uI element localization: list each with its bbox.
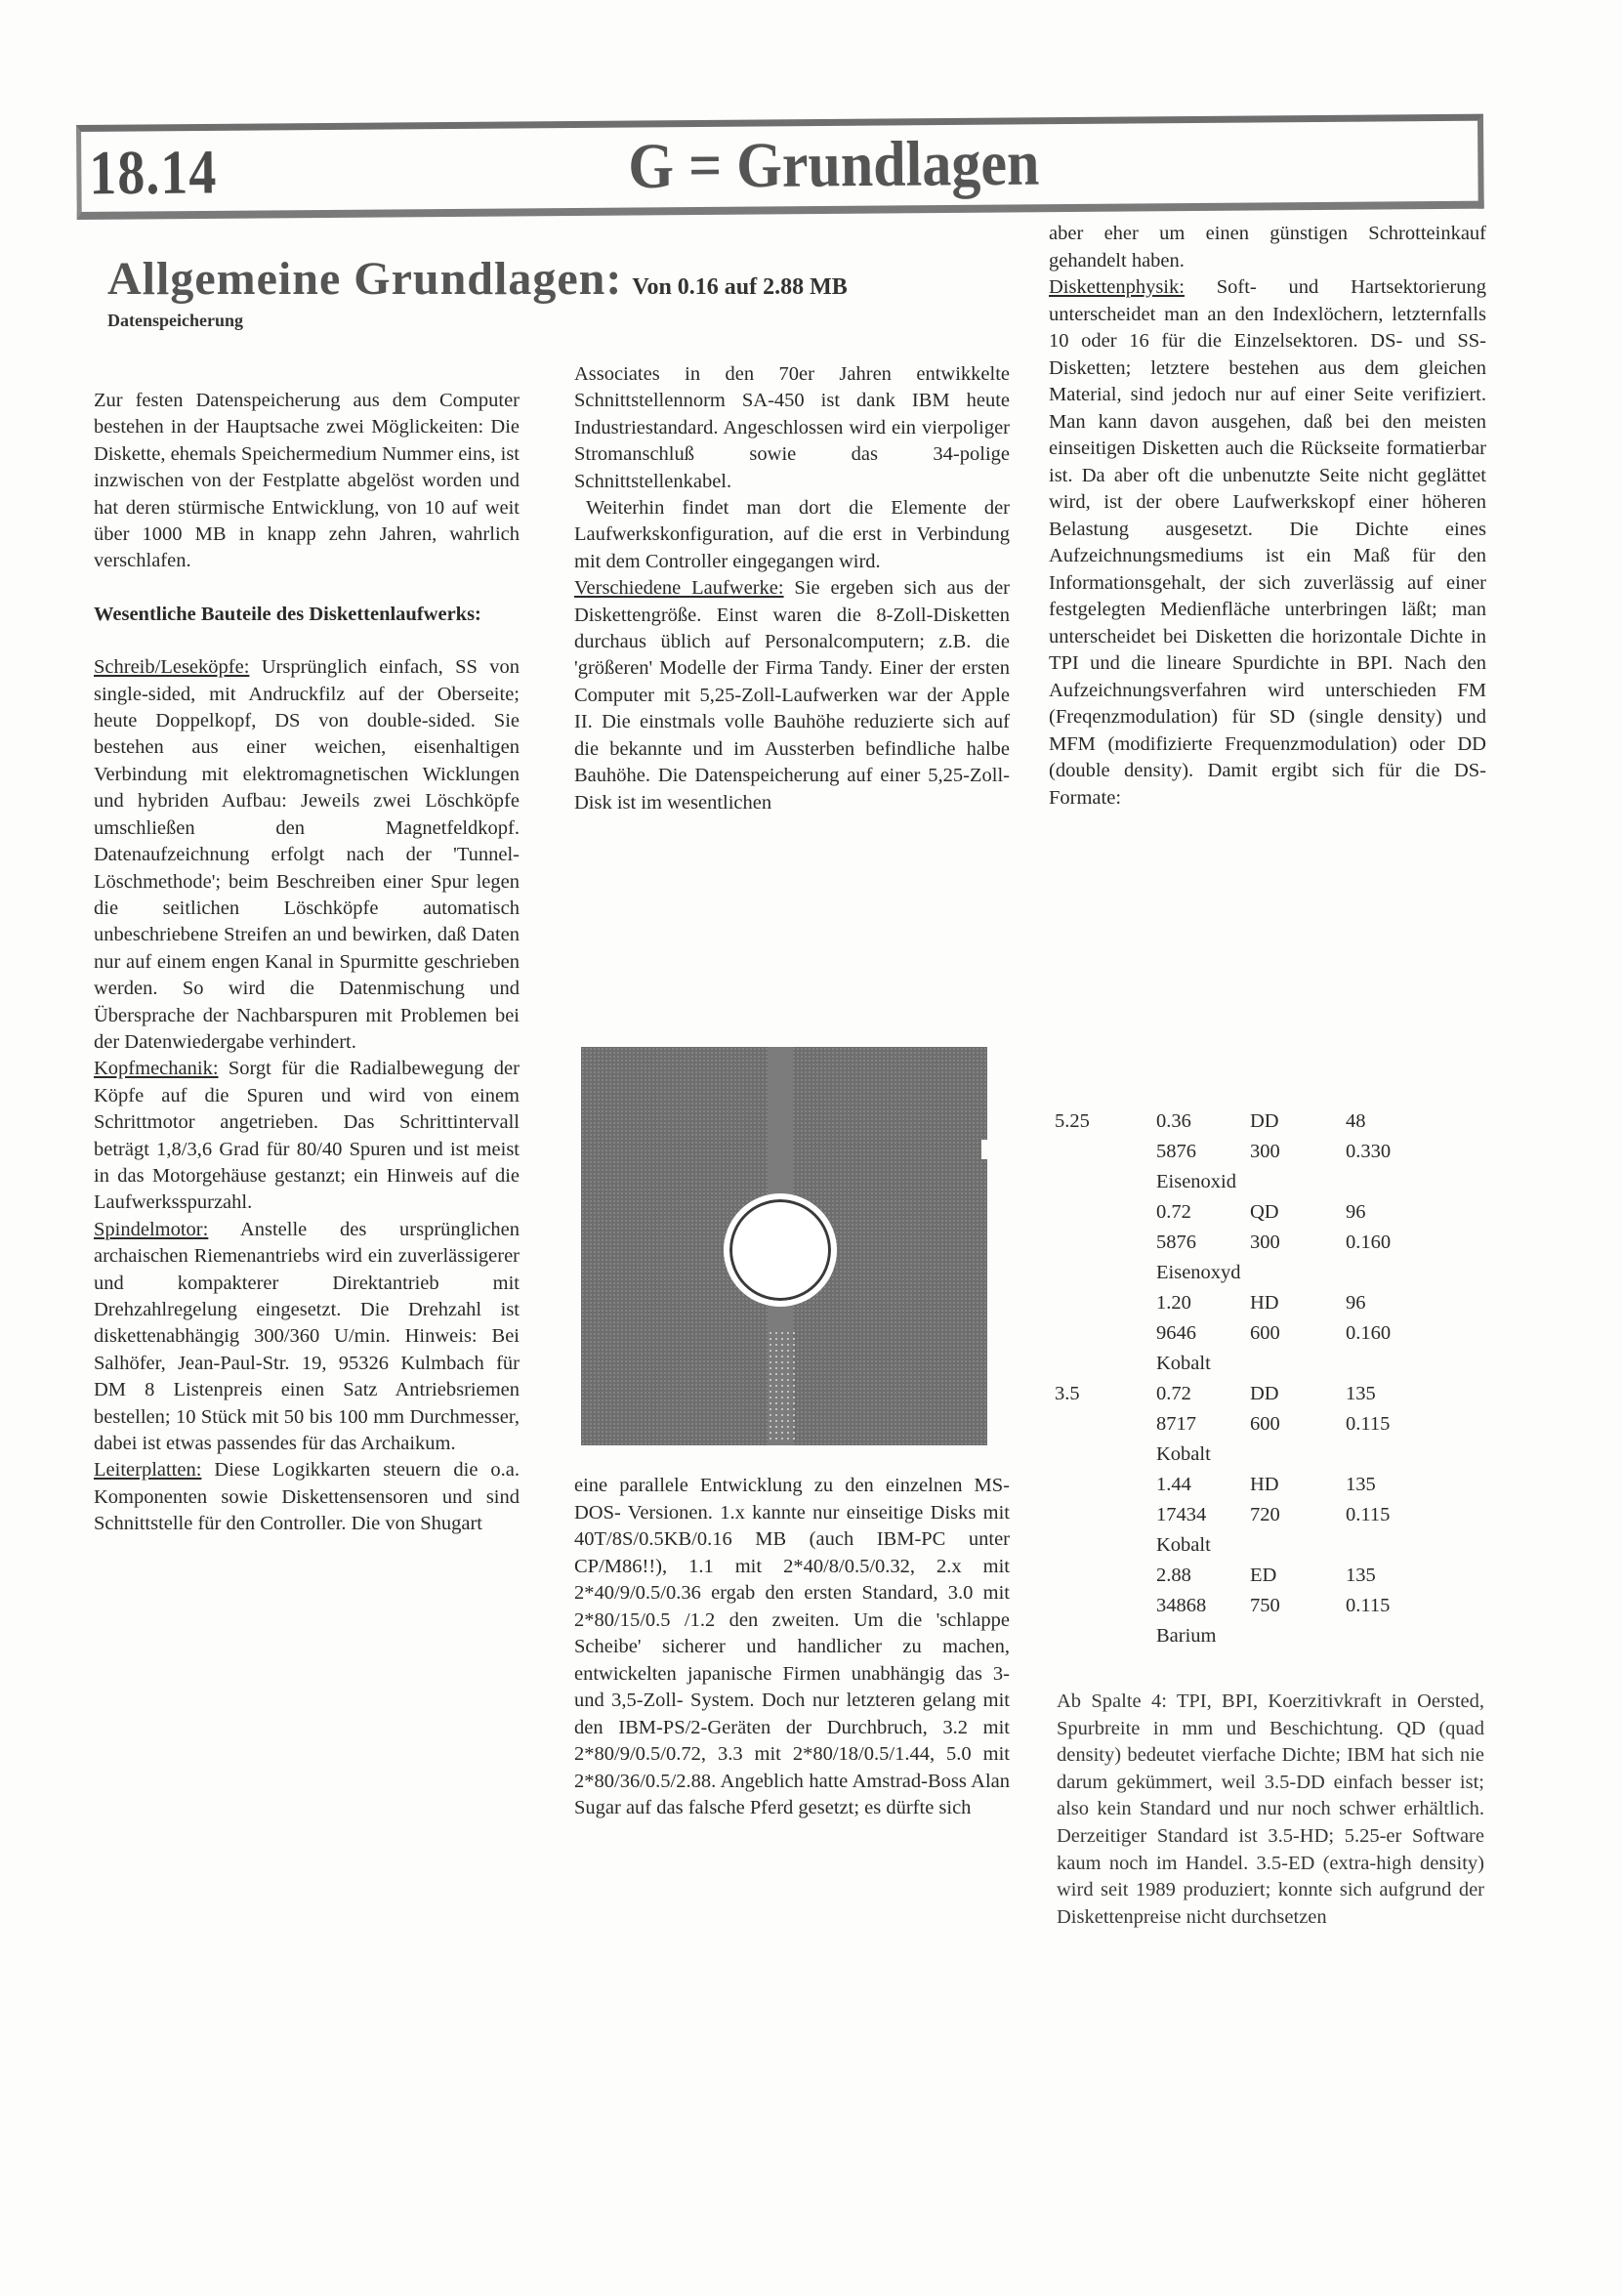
format-cell <box>1250 1621 1346 1651</box>
format-row <box>1055 1197 1424 1228</box>
section-label: Spindelmotor: <box>94 1218 209 1240</box>
section-text: Anstelle des ursprünglichen archaischen Riemenantriebs wird ein zuverlässigerer und kompakterer Direktantrieb mit Drehzahlregelung eingesetzt. Die Drehzahl ist diskettenabhängig 300/360 U/min. Hinweis: Bei Salhöfer, Jean-Paul-Str. 19, 95326 Kulmbach für DM 8 Listenpreis einen Satz Antriebsriemen bestellen; 10 Stück mit 50 bis 100 mm Durchmesser, dabei ist etwas passendes für das Archaikum. <box>94 1218 520 1455</box>
format-cell <box>1055 1470 1156 1500</box>
floppy-disk-image <box>581 1047 987 1445</box>
format-cell: 5876 <box>1156 1141 1196 1162</box>
format-cell: 720 <box>1250 1504 1280 1525</box>
format-row <box>1055 1349 1424 1379</box>
format-cell <box>1346 1440 1424 1470</box>
format-cell <box>1055 1561 1156 1591</box>
format-cell <box>1346 1167 1424 1197</box>
formats-table <box>1055 1106 1424 1651</box>
section-header <box>76 114 1484 220</box>
format-cell: 1.20 <box>1156 1292 1191 1314</box>
format-cell: 3.5 <box>1055 1383 1080 1404</box>
section-label: Kopfmechanik: <box>94 1058 219 1080</box>
format-cell: 600 <box>1250 1322 1280 1344</box>
format-row <box>1055 1228 1424 1258</box>
section-spindle-motor <box>94 1217 520 1458</box>
format-cell: Eisenoxid <box>1156 1171 1236 1192</box>
format-cell <box>1250 1167 1346 1197</box>
format-cell <box>1055 1318 1156 1349</box>
format-cell: QD <box>1250 1201 1279 1223</box>
format-cell: Eisenoxyd <box>1156 1262 1241 1283</box>
format-row <box>1055 1500 1424 1530</box>
format-cell: 96 <box>1346 1201 1366 1223</box>
format-row <box>1055 1440 1424 1470</box>
format-cell: Kobalt <box>1156 1534 1211 1556</box>
format-cell: DD <box>1250 1110 1279 1132</box>
column-2-top <box>574 361 1010 816</box>
section-text: Soft- und Hartsektorierung unterscheidet man an den Indexlöchern, letzternfalls 10 oder 16 für die Einzelsektoren. DS- und SS-Disketten; letztere bestehen aus dem gleichen Material, sind jedoch nur auf einer Seite verifiziert. Man kann davon ausgehen, daß bei den meisten einseitigen Disketten auch die Rückseite formatierbar ist. Da aber oft die unbenutzte Seite nicht geglättet wird, ist der obere Laufwerkskopf einer höheren Belastung ausgesetzt. Die Dichte eines Aufzeichnungsmediums ist ein Maß für den Informationsgehalt, der sich zuverlässig auf einer festgelegten Medienfläche unterbringen läßt; man unterscheidet bei Disketten die horizontale Dichte in TPI und die lineare Spurdichte in BPI. Nach den Aufzeichnungsverfahren wird unterschieden FM (Freqenzmodulation) für SD (single density) und MFM (modifizierte Frequenzmodulation) oder DD (double density). Damit ergibt sich für die DS-Formate: <box>1049 276 1486 809</box>
format-cell: 0.160 <box>1346 1322 1392 1344</box>
format-cell <box>1055 1440 1156 1470</box>
article-title <box>107 252 848 306</box>
physics-paragraph <box>1049 274 1486 812</box>
format-cell: 0.36 <box>1156 1110 1191 1132</box>
formats-notes: Ab Spalte 4: TPI, BPI, Koerzitivkraft in Oersted, Spurbreite in mm und Beschichtung. QD (quad density) bedeutet vierfache Dichte; IBM hat sich nie darum gekümmert, weil 3.5-DD einfach besser ist; also kein Standard und nur noch schwer erhältlich. Derzeitiger Standard ist 3.5-HD; 5.25-er Software kaum noch im Handel. 3.5-ED (extra-high density) wird seit 1989 produziert; konnte sich aufgrund der Diskettenpreise nicht durchsetzen <box>1057 1691 1484 1928</box>
format-cell: 5.25 <box>1055 1110 1090 1132</box>
format-row <box>1055 1621 1424 1651</box>
scrap-paragraph: aber eher um einen günstigen Schrotteinkauf gehandelt haben. <box>1049 223 1486 271</box>
section-label: Verschiedene Laufwerke: <box>574 577 784 600</box>
format-cell: 17434 <box>1156 1504 1207 1525</box>
format-cell: DD <box>1250 1383 1279 1404</box>
format-cell <box>1055 1258 1156 1288</box>
components-heading: Wesentliche Bauteile des Diskettenlaufwerks: <box>94 603 481 625</box>
format-cell <box>1055 1530 1156 1561</box>
format-cell <box>1055 1621 1156 1651</box>
format-cell <box>1250 1440 1346 1470</box>
format-cell <box>1055 1167 1156 1197</box>
section-text: Sorgt für die Radialbewegung der Köpfe auf die Spuren und wird von einem Schrittmotor angetrieben. Das Schrittintervall beträgt 1,8/3,6 Grad für 80/40 Spuren und ist meist in das Motorgehäuse gestanzt; ein Hinweis auf die Laufwerksspurzahl. <box>94 1058 520 1214</box>
format-cell <box>1055 1349 1156 1379</box>
section-label: Schreib/Leseköpfe: <box>94 656 250 679</box>
section-number: 18.14 <box>89 138 218 209</box>
msdos-paragraph: eine parallele Entwicklung zu den einzelnen MS-DOS- Versionen. 1.x kannte nur einseitige Disks mit 40T/8S/0.5KB/0.16 MB (auch IBM-PC unter CP/M86!!), 1.1 mit 2*40/8/0.5/0.32, 2.x mit 2*40/9/0.5/0.36 ergab den ersten Standard, 3.0 mit 2*80/15/0.5 /1.2 den zweiten. Um die 'schlappe Scheibe' sicherer und handlicher zu machen, entwickelten japanische Firmen unabhängig das 3- und 3,5-Zoll- System. Doch nur letzteren gelang mit den IBM-PS/2-Geräten der Durchbruch, 3.2 mit 2*80/9/0.5/0.72, 3.3 mit 2*80/18/0.5/1.44, 5.0 mit 2*80/36/0.5/2.88. Angeblich hatte Amstrad-Boss Alan Sugar auf das falsche Pferd gesetzt; es dürfte sich <box>574 1475 1010 1818</box>
section-label: Leiterplatten: <box>94 1459 202 1482</box>
format-cell <box>1346 1258 1424 1288</box>
format-row <box>1055 1561 1424 1591</box>
format-cell: HD <box>1250 1474 1279 1495</box>
section-text: Sie ergeben sich aus der Diskettengröße. Einst waren die 8-Zoll-Disketten durchaus üblich auf Personalcomputern; z.B. die 'größeren' Modelle der Firma Tandy. Einer der ersten Computer mit 5,25-Zoll-Laufwerken war der Apple II. Die einstmals volle Bauhöhe reduzierte sich auf die bekannte und im Aussterben befindliche halbe Bauhöhe. Die Datenspeicherung auf einer 5,25-Zoll-Disk ist im wesentlichen <box>574 577 1010 814</box>
drives-paragraph <box>574 575 1010 816</box>
format-row <box>1055 1530 1424 1561</box>
article-subtitle: Datenspeicherung <box>107 311 243 330</box>
format-row <box>1055 1591 1424 1621</box>
format-cell: 2.88 <box>1156 1565 1191 1586</box>
format-cell: 8717 <box>1156 1413 1196 1435</box>
format-cell: Kobalt <box>1156 1443 1211 1465</box>
format-cell: 48 <box>1346 1110 1366 1132</box>
format-cell: 750 <box>1250 1595 1280 1616</box>
article-title-suffix: Von 0.16 auf 2.88 MB <box>632 274 848 300</box>
format-cell: 600 <box>1250 1413 1280 1435</box>
article-title-main: Allgemeine Grundlagen: <box>107 253 623 305</box>
format-cell: 1.44 <box>1156 1474 1191 1495</box>
format-cell <box>1250 1349 1346 1379</box>
format-row <box>1055 1379 1424 1409</box>
format-cell <box>1346 1621 1424 1651</box>
disk-write-protect-notch <box>981 1140 991 1159</box>
format-cell: 0.330 <box>1346 1141 1392 1162</box>
format-cell: 135 <box>1346 1383 1376 1404</box>
format-cell: Barium <box>1156 1625 1217 1647</box>
section-head-mechanics <box>94 1056 520 1216</box>
format-cell: Kobalt <box>1156 1353 1211 1374</box>
format-cell <box>1250 1530 1346 1561</box>
format-cell: 96 <box>1346 1292 1366 1314</box>
format-row <box>1055 1167 1424 1197</box>
configuration-paragraph: Weiterhin findet man dort die Elemente der Laufwerkskonfiguration, auf die erst in Verbindung mit dem Controller eingegangen wird. <box>574 497 1010 572</box>
section-text: Diese Logikkarten steuern die o.a. Komponenten sowie Diskettensensoren und sind Schnittstelle für den Controller. Die von Shugart <box>94 1459 520 1535</box>
format-cell: 0.115 <box>1346 1504 1391 1525</box>
format-cell: 34868 <box>1156 1595 1207 1616</box>
disk-spindle-hole <box>724 1193 837 1307</box>
section-label: Diskettenphysik: <box>1049 276 1185 298</box>
format-cell <box>1055 1591 1156 1621</box>
format-cell: 0.115 <box>1346 1413 1391 1435</box>
format-cell <box>1346 1349 1424 1379</box>
format-row <box>1055 1106 1424 1137</box>
format-cell <box>1055 1197 1156 1228</box>
format-row <box>1055 1470 1424 1500</box>
format-row <box>1055 1409 1424 1440</box>
section-title: G = Grundlagen <box>628 127 1040 202</box>
format-cell: 5876 <box>1156 1231 1196 1253</box>
section-read-write-heads <box>94 654 520 1056</box>
format-cell: 0.72 <box>1156 1201 1191 1223</box>
format-cell: 300 <box>1250 1141 1280 1162</box>
format-cell: 0.72 <box>1156 1383 1191 1404</box>
format-cell: 135 <box>1346 1565 1376 1586</box>
format-cell: 135 <box>1346 1474 1376 1495</box>
format-cell <box>1055 1228 1156 1258</box>
format-row <box>1055 1318 1424 1349</box>
format-cell <box>1055 1137 1156 1167</box>
disk-media-window <box>768 1330 797 1442</box>
section-circuit-boards <box>94 1457 520 1537</box>
format-cell <box>1055 1409 1156 1440</box>
format-row <box>1055 1258 1424 1288</box>
column-1 <box>94 388 520 1538</box>
format-row <box>1055 1137 1424 1167</box>
intro-paragraph: Zur festen Datenspeicherung aus dem Computer bestehen in der Hauptsache zwei Möglickeiten: Die Diskette, ehemals Speichermedium Nummer eins, ist inzwischen von der Festplatte abgelöst worden und hat deren stürmische Entwicklung, von 10 auf weit über 1000 MB in knapp zehn Jahren, wahrlich verschlafen. <box>94 390 520 572</box>
column-2-bottom <box>574 1473 1010 1822</box>
format-row <box>1055 1288 1424 1318</box>
format-cell: ED <box>1250 1565 1277 1586</box>
format-cell: HD <box>1250 1292 1279 1314</box>
section-text: Ursprünglich einfach, SS von single-sided, mit Andruckfilz auf der Oberseite; heute Doppelkopf, DS von double-sided. Sie bestehen aus einer weichen, eisenhaltigen Verbindung mit elektromagnetischen Wicklungen und hybriden Aufbau: Jeweils zwei Löschköpfe umschließen den Magnetfeldkopf. Datenaufzeichnung erfolgt nach der 'Tunnel-Löschmethode'; beim Beschreiben einer Spur legen die seitlichen Löschköpfe automatisch unbeschriebene Streifen an und bewirken, daß Daten nur auf einem engen Kanal in Spurmitte geschrieben werden. So wird die Datenmischung und Übersprache der Nachbarspuren mit Problemen bei der Datenwiedergabe verhindert. <box>94 656 520 1053</box>
format-cell: 0.115 <box>1346 1595 1391 1616</box>
format-cell: 0.160 <box>1346 1231 1392 1253</box>
format-cell: 9646 <box>1156 1322 1196 1344</box>
shugart-paragraph: Associates in den 70er Jahren entwikkelte Schnittstellennorm SA-450 ist dank IBM heute Industriestandard. Angeschlossen wird ein vierpoliger Stromanschluß sowie das 34-polige Schnittstellenkabel. <box>574 363 1010 492</box>
format-cell <box>1250 1258 1346 1288</box>
format-cell: 300 <box>1250 1231 1280 1253</box>
format-cell <box>1055 1500 1156 1530</box>
format-cell <box>1055 1288 1156 1318</box>
column-3 <box>1049 221 1486 812</box>
format-cell <box>1346 1530 1424 1561</box>
